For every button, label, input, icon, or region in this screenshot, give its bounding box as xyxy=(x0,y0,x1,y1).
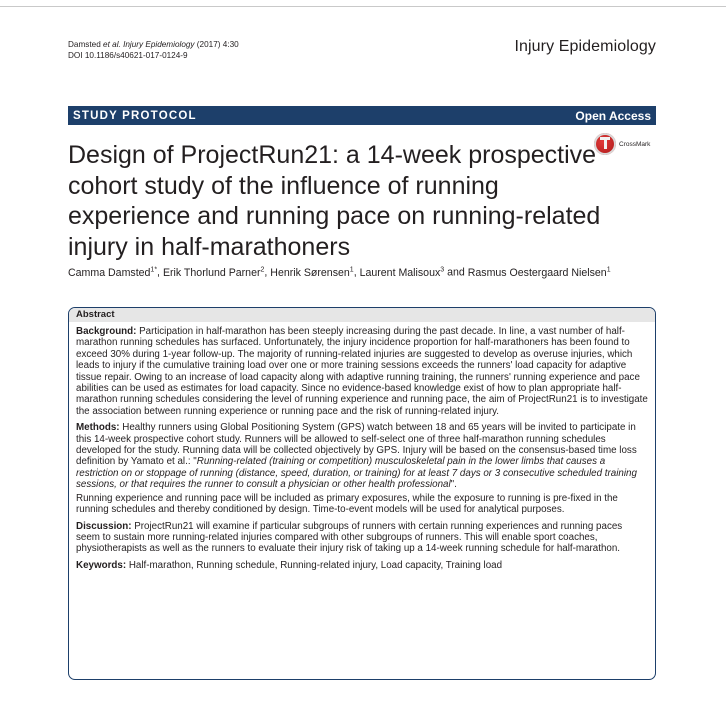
abstract-background: Background: Participation in half-marathon has been steeply increasing during the past decade. In line, a vast number of half-marathon running schedules has surfaced. Unfortunately, the injury incidence proportion for half-marathoners has been found to exceed 30% during 1-year follow-up. The majority of running-related injuries are suggested to develop as overuse injuries, which leads to injury if the cumulative training load over one or more training sessions exceeds the runners' load capacity for adaptive tissue repair. Owing to an increase of load capacity along with adaptive running training, the runners' running experience and pace abilities can be used as estimates for load capacity. Since no evidence-based knowledge exist of how to plan appropriate half-marathon running schedules considering the level of running experience and running pace, the aim of ProjectRun21 is to investigate the association between running experience or running pace and the risk of running-related injury. xyxy=(76,326,648,417)
abstract-methods-continued: Running experience and running pace will be included as primary exposures, while the exposure to running is pre-fixed in the running schedules and thereby conditioned by design. Time-to-event models will be used for analytical purposes. xyxy=(76,492,618,516)
author[interactable]: Erik Thorlund Parner$^2$ xyxy=(162,266,265,279)
journal-name: Injury Epidemiology xyxy=(514,38,656,55)
abstract-discussion: Discussion: ProjectRun21 will examine if particular subgroups of runners with certain running experiences and running paces seem to sustain more running-related injuries compared with other subgroups of runners. This will enable sport coaches, physiotherapists as well as the runners to evaluate their injury risk of taking up a 14-week running schedule for half-marathon. xyxy=(76,520,623,555)
top-rule xyxy=(0,6,726,7)
crossmark-label: CrossMark xyxy=(619,140,651,148)
abstract-body xyxy=(69,322,655,571)
citation-journal: et al. Injury Epidemiology xyxy=(103,40,195,49)
citation-year: (2017) 4:30 xyxy=(194,40,239,49)
citation-authors: Damsted xyxy=(68,40,104,49)
open-access-label: Open Access xyxy=(575,108,651,123)
doi: DOI 10.1186/s40621-017-0124-9 xyxy=(68,51,188,60)
abstract-methods: Methods: Healthy runners using Global Positioning System (GPS) watch between 18 and 65 years will be invited to participate in this 14-week prospective cohort study. Runners will be allowed to self-select one of three half-marathon running schedules developed for the study. Running data will be collected objectively by GPS. Injury will be based on the consensus-based time loss definition by Yamato et al.: "Running-related (training or competition) musculoskeletal pain in the lower limbs that causes a restriction on or stoppage of running (distance, speed, duration, or training) for at least 7 days or 3 consecutive scheduled training sessions, or that requires the runner to consult a physician or other health professional". xyxy=(76,422,637,491)
author[interactable]: Rasmus Oestergaard Nielsen$^1$ xyxy=(467,266,611,279)
author[interactable]: Camma Damsted$^{1*}$ xyxy=(68,266,158,279)
abstract-box xyxy=(68,307,656,680)
citation-block xyxy=(68,39,239,61)
paper-title: Design of ProjectRun21: a 14-week prospective cohort study of the influence of running experience and running pace on running-related injury in half-marathoners xyxy=(68,141,601,261)
author-list: Camma Damsted$^{1*}$, Erik Thorlund Parner$^2$, Henrik Sørensen$^1$, Laurent Malisoux$^3$ and Rasmus Oestergaard Nielsen$^1$ xyxy=(68,266,611,279)
article-type-banner xyxy=(68,106,656,125)
author[interactable]: Henrik Sørensen$^1$ xyxy=(270,266,354,279)
citation-line xyxy=(68,39,239,50)
abstract-keywords: Keywords: Half-marathon, Running schedule, Running-related injury, Load capacity, Training load xyxy=(76,559,503,571)
author[interactable]: Laurent Malisoux$^3$ xyxy=(359,266,445,279)
abstract-heading: Abstract xyxy=(69,308,655,322)
article-type: STUDY PROTOCOL xyxy=(73,109,197,122)
